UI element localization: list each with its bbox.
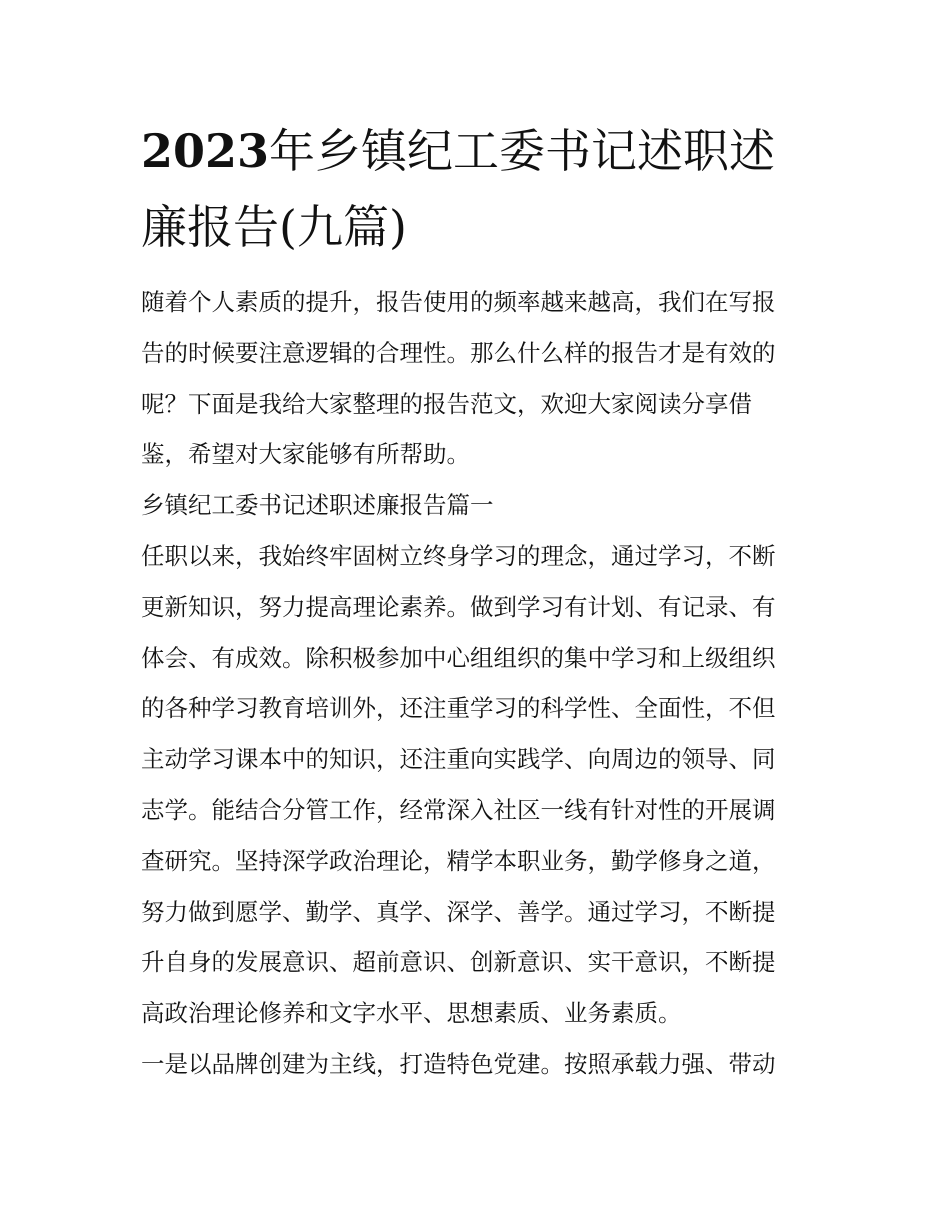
document-title: [141, 113, 821, 265]
paragraph-line: 的各种学习教育培训外，还注重学习的科学性、全面性，不但: [141, 694, 776, 723]
title-line-2: 廉报告(九篇): [141, 200, 407, 254]
body-paragraph-1: [141, 531, 821, 1039]
paragraph-line: 志学。能结合分管工作，经常深入社区一线有针对性的开展调: [141, 795, 776, 824]
paragraph-line: 一是以品牌创建为主线，打造特色党建。按照承载力强、带动: [141, 1050, 776, 1078]
intro-line: 鉴，希望对大家能够有所帮助。: [141, 440, 470, 469]
paragraph-line: 任职以来，我始终牢固树立终身学习的理念，通过学习，不断: [141, 542, 776, 570]
section-heading-text: 乡镇纪工委书记述职述廉报告篇一: [141, 491, 494, 519]
intro-paragraph: [141, 277, 821, 480]
paragraph-line: 高政治理论修养和文字水平、思想素质、业务素质。: [141, 999, 682, 1028]
intro-line: 告的时候要注意逻辑的合理性。那么什么样的报告才是有效的: [141, 338, 776, 367]
paragraph-line: 体会、有成效。除积极参加中心组组织的集中学习和上级组织: [141, 643, 776, 672]
paragraph-line: 升自身的发展意识、超前意识、创新意识、实干意识，不断提: [141, 948, 776, 977]
title-line-1: [141, 113, 821, 189]
title-year: 2023: [141, 124, 270, 178]
paragraph-line: 查研究。坚持深学政治理论，精学本职业务，勤学修身之道，: [141, 846, 776, 875]
body-paragraph-2: [141, 1039, 821, 1090]
intro-line: 呢？下面是我给大家整理的报告范文，欢迎大家阅读分享借: [141, 389, 752, 418]
paragraph-line: 努力做到愿学、勤学、真学、深学、善学。通过学习，不断提: [141, 897, 776, 926]
paragraph-line: 更新知识，努力提高理论素养。做到学习有计划、有记录、有: [141, 592, 776, 621]
intro-line: 随着个人素质的提升，报告使用的频率越来越高，我们在写报: [141, 288, 776, 316]
section-heading: [141, 480, 821, 531]
title-line-1-text: 年乡镇纪工委书记述职述: [269, 124, 776, 178]
paragraph-line: 主动学习课本中的知识，还注重向实践学、向周边的领导、同: [141, 745, 776, 774]
